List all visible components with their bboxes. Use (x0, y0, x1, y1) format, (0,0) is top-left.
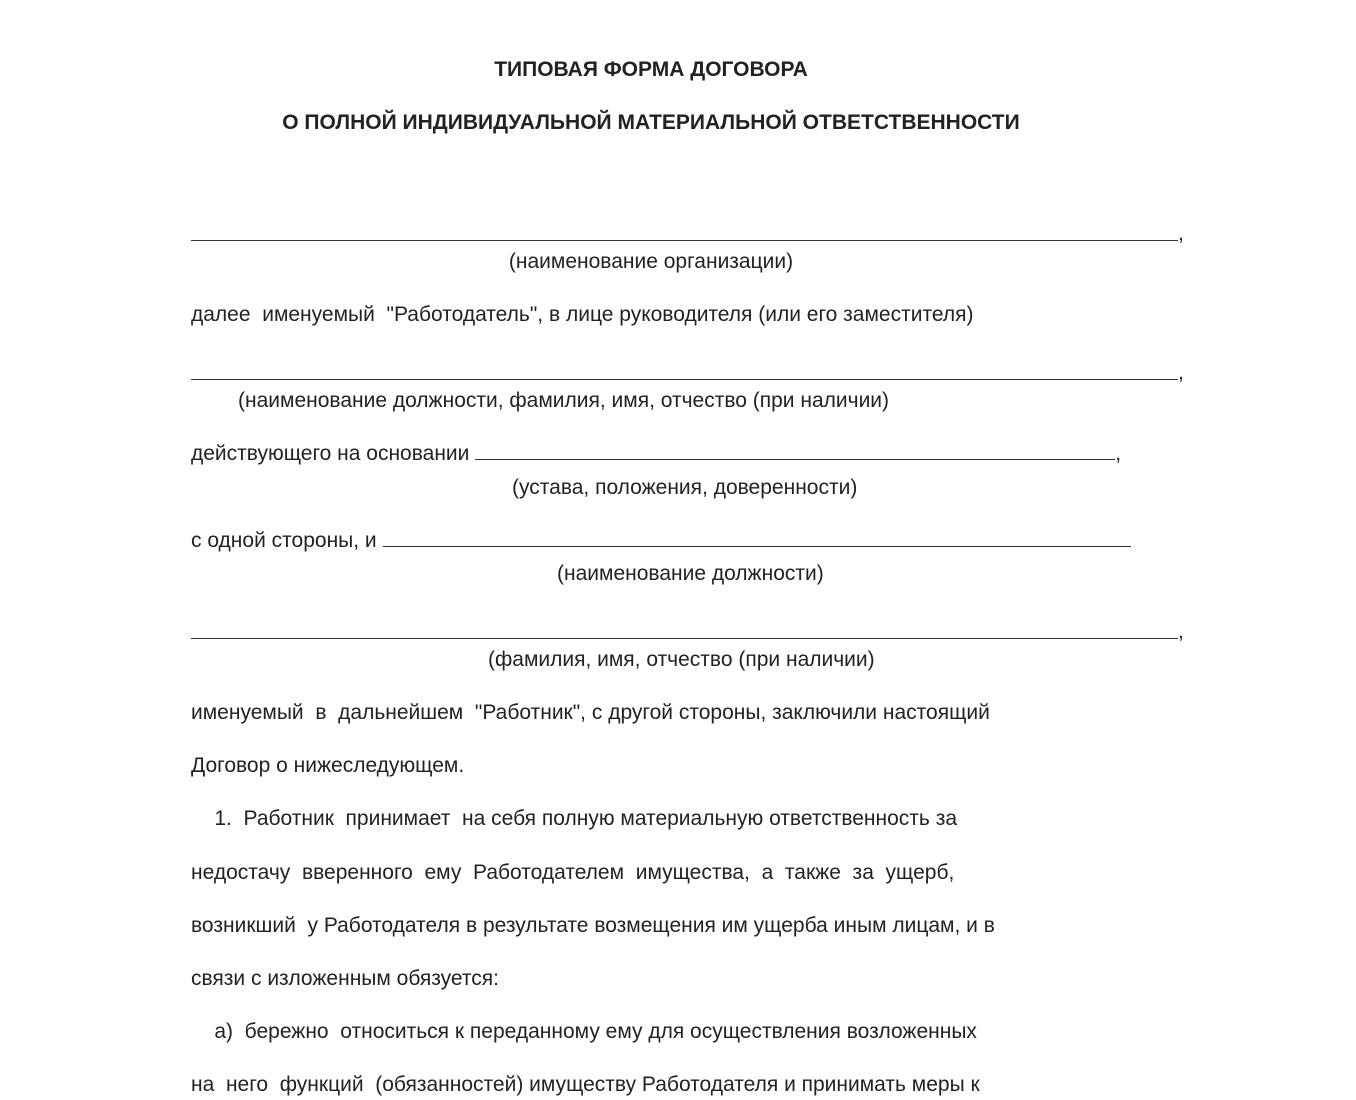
comma: , (1178, 361, 1184, 384)
document-subtitle: О ПОЛНОЙ ИНДИВИДУАЛЬНОЙ МАТЕРИАЛЬНОЙ ОТВЕТСТВЕННОСТИ (282, 111, 1020, 134)
clause-1-line: возникший у Работодателя в результате возмещения им ущерба иным лицам, и в (191, 914, 995, 937)
paragraph-line: Договор о нижеследующем. (191, 754, 465, 777)
side-line (191, 528, 1131, 554)
caption-organization: (наименование организации) (508, 250, 794, 273)
basis-blank[interactable] (475, 441, 1115, 460)
caption-head: (наименование должности, фамилия, имя, отчество (при наличии) (238, 389, 890, 412)
clause-a-line: на него функций (обязанностей) имуществу Работодателя и принимать меры к (191, 1073, 980, 1096)
head-name-blank[interactable] (191, 379, 1178, 380)
position-blank[interactable] (383, 528, 1131, 547)
employer-line: далее именуемый "Работодатель", в лице руководителя (или его заместителя) (191, 303, 974, 326)
document-title: ТИПОВАЯ ФОРМА ДОГОВОРА (494, 58, 808, 81)
clause-a-line: а) бережно относиться к переданному ему для осуществления возложенных (191, 1020, 977, 1043)
basis-label: действующего на основании (191, 442, 470, 465)
caption-fio: (фамилия, имя, отчество (при наличии) (488, 648, 875, 671)
caption-position: (наименование должности) (557, 562, 824, 585)
basis-line (191, 441, 1121, 467)
clause-1-line: 1. Работник принимает на себя полную материальную ответственность за (191, 807, 957, 830)
clause-1-line: связи с изложенным обязуется: (191, 967, 500, 990)
comma: , (1178, 620, 1184, 643)
comma: , (1115, 442, 1122, 465)
comma: , (1178, 222, 1184, 245)
paragraph-line: именуемый в дальнейшем "Работник", с другой стороны, заключили настоящий (191, 701, 990, 724)
organization-name-blank[interactable] (191, 240, 1178, 241)
clause-1-line: недостачу вверенного ему Работодателем имущества, а также за ущерб, (191, 861, 955, 884)
caption-basis: (устава, положения, доверенности) (512, 476, 858, 499)
fio-blank[interactable] (191, 638, 1178, 639)
side-label: с одной стороны, и (191, 529, 377, 552)
